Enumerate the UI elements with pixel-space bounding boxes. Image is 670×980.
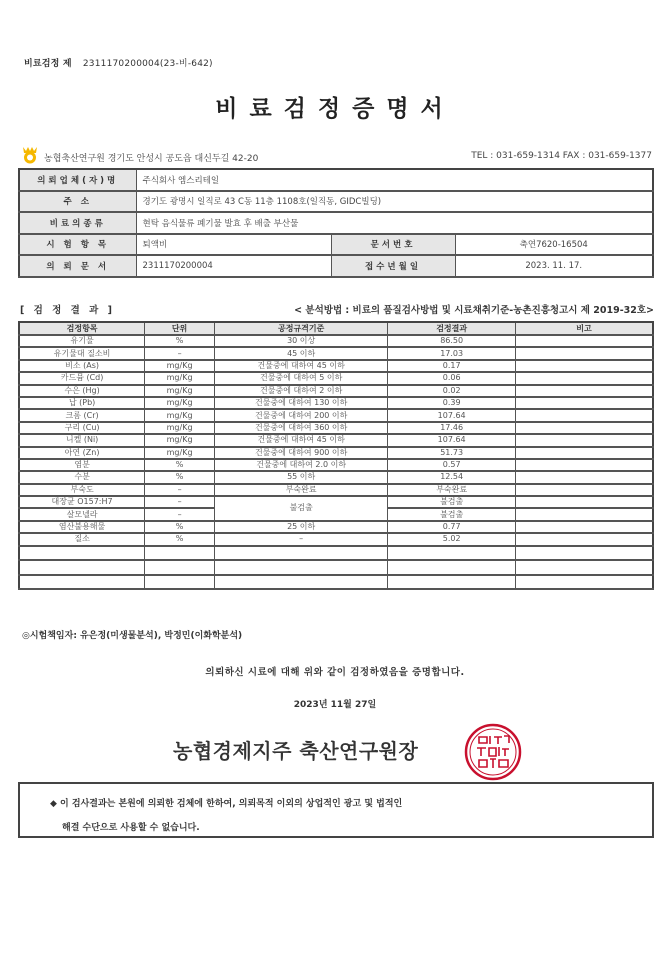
info-row-test-item xyxy=(19,234,653,256)
item-cell: 구리 (Cu) xyxy=(19,422,145,434)
result-cell: 부숙완료 xyxy=(388,484,516,496)
unit-cell: mg/Kg xyxy=(145,397,215,409)
standard-cell: 건물중에 대하여 900 이하 xyxy=(214,447,387,459)
unit-cell: mg/Kg xyxy=(145,372,215,384)
page-title: 비료검정증명서 xyxy=(215,96,455,122)
item-cell: 염분 xyxy=(19,459,145,471)
unit-cell: mg/Kg xyxy=(145,360,215,372)
empty-cell xyxy=(388,546,516,561)
standard-cell: 30 이상 xyxy=(214,335,387,347)
result-cell: 51.73 xyxy=(388,447,516,459)
result-cell: 불검출 xyxy=(388,508,516,520)
standard-cell: – xyxy=(214,533,387,545)
note-cell xyxy=(515,434,653,446)
table-row xyxy=(19,471,653,483)
unit-cell: mg/Kg xyxy=(145,422,215,434)
issuer-contact: TEL : 031-659-1314 FAX : 031-659-1377 xyxy=(471,151,652,161)
unit-cell: mg/Kg xyxy=(145,409,215,421)
empty-row xyxy=(19,560,653,575)
client-label: 의뢰업체(자)명 xyxy=(19,169,136,191)
item-cell: 유기물대 질소비 xyxy=(19,347,145,359)
empty-cell xyxy=(19,560,145,575)
receipt-date-label: 접수년월일 xyxy=(331,255,455,277)
nh-logo-icon xyxy=(20,146,40,164)
empty-cell xyxy=(388,560,516,575)
column-header: 비고 xyxy=(515,322,653,335)
unit-cell: – xyxy=(145,484,215,496)
unit-cell: mg/Kg xyxy=(145,385,215,397)
unit-cell: – xyxy=(145,508,215,520)
table-row xyxy=(19,360,653,372)
table-row xyxy=(19,409,653,421)
item-cell: 살모넬라 xyxy=(19,508,145,520)
empty-cell xyxy=(515,546,653,561)
test-item-label: 시 험 항 목 xyxy=(19,234,136,256)
info-row-request-doc xyxy=(19,255,653,277)
item-cell: 대장균 O157:H7 xyxy=(19,496,145,508)
result-cell: 12.54 xyxy=(388,471,516,483)
info-row-client xyxy=(19,169,653,191)
column-header: 단위 xyxy=(145,322,215,335)
request-info-table xyxy=(18,168,654,278)
item-cell: 수분 xyxy=(19,471,145,483)
analysis-method: < 분석방법 : 비료의 품질검사방법 및 시료채취기준-농촌진흥청고시 제 2019-32호> xyxy=(294,305,654,316)
column-header: 검정항목 xyxy=(19,322,145,335)
result-cell: 86.50 xyxy=(388,335,516,347)
results-table xyxy=(18,321,654,590)
empty-cell xyxy=(19,546,145,561)
note-cell xyxy=(515,385,653,397)
item-cell: 카드뮴 (Cd) xyxy=(19,372,145,384)
table-row xyxy=(19,385,653,397)
item-cell: 비소 (As) xyxy=(19,360,145,372)
empty-cell xyxy=(515,560,653,575)
table-row xyxy=(19,459,653,471)
doc-no-value: 축연7620-16504 xyxy=(455,234,653,256)
note-cell xyxy=(515,471,653,483)
empty-cell xyxy=(515,575,653,590)
unit-cell: % xyxy=(145,521,215,533)
unit-cell: % xyxy=(145,471,215,483)
test-supervisor: ◎시험책임자: 유은정(미생물분석), 박정민(이화학분석) xyxy=(22,631,243,641)
disclaimer-line-1: ◆ 이 검사결과는 본원에 의뢰한 검체에 한하여, 의뢰목적 이외의 상업적인 광고 및 법적인 xyxy=(50,799,403,809)
column-header: 검정결과 xyxy=(388,322,516,335)
note-cell xyxy=(515,422,653,434)
request-doc-value: 2311170200004 xyxy=(136,255,331,277)
results-header-row xyxy=(19,322,653,335)
results-heading: [ 검 정 결 과 ] xyxy=(20,305,115,316)
note-cell xyxy=(515,335,653,347)
note-cell xyxy=(515,360,653,372)
unit-cell: % xyxy=(145,533,215,545)
empty-cell xyxy=(19,575,145,590)
note-cell xyxy=(515,447,653,459)
standard-cell: 건물중에 대하여 45 이하 xyxy=(214,434,387,446)
doc-no-label: 문서번호 xyxy=(331,234,455,256)
address-value: 경기도 광명시 일직로 43 C동 11층 1108호(일직동, GIDC빌딩) xyxy=(136,191,653,213)
item-cell: 크롬 (Cr) xyxy=(19,409,145,421)
unit-cell: – xyxy=(145,347,215,359)
column-header: 공정규격기준 xyxy=(214,322,387,335)
empty-cell xyxy=(214,546,387,561)
table-row xyxy=(19,397,653,409)
empty-cell xyxy=(214,560,387,575)
standard-cell: 부숙완료 xyxy=(214,484,387,496)
item-cell: 염산불용해물 xyxy=(19,521,145,533)
standard-cell: 건물중에 대하여 130 이하 xyxy=(214,397,387,409)
note-cell xyxy=(515,484,653,496)
standard-cell: 45 이하 xyxy=(214,347,387,359)
result-cell: 0.57 xyxy=(388,459,516,471)
note-cell xyxy=(515,397,653,409)
result-cell: 0.06 xyxy=(388,372,516,384)
standard-cell: 건물중에 대하여 200 이하 xyxy=(214,409,387,421)
item-cell: 아연 (Zn) xyxy=(19,447,145,459)
request-doc-label: 의 뢰 문 서 xyxy=(19,255,136,277)
note-cell xyxy=(515,409,653,421)
standard-cell: 55 이하 xyxy=(214,471,387,483)
fertilizer-type-label: 비료의종류 xyxy=(19,212,136,234)
result-cell: 17.03 xyxy=(388,347,516,359)
item-cell: 납 (Pb) xyxy=(19,397,145,409)
issuer-header xyxy=(20,146,652,166)
empty-row xyxy=(19,575,653,590)
standard-cell: 건물중에 대하여 360 이하 xyxy=(214,422,387,434)
address-label: 주 소 xyxy=(19,191,136,213)
signer-title: 농협경제지주 축산연구원장 xyxy=(173,739,419,763)
standard-cell: 건물중에 대하여 45 이하 xyxy=(214,360,387,372)
standard-cell: 건물중에 대하여 2.0 이하 xyxy=(214,459,387,471)
table-row xyxy=(19,372,653,384)
standard-cell: 건물중에 대하여 5 이하 xyxy=(214,372,387,384)
document-number-value: 2311170200004(23-비-642) xyxy=(82,59,213,69)
test-item-value: 퇴액비 xyxy=(136,234,331,256)
note-cell xyxy=(515,508,653,520)
result-cell: 0.17 xyxy=(388,360,516,372)
table-row xyxy=(19,422,653,434)
item-cell: 니켈 (Ni) xyxy=(19,434,145,446)
standard-cell: 건물중에 대하여 2 이하 xyxy=(214,385,387,397)
unit-cell: % xyxy=(145,459,215,471)
table-row xyxy=(19,447,653,459)
result-cell: 5.02 xyxy=(388,533,516,545)
table-row xyxy=(19,521,653,533)
certification-statement: 의뢰하신 시료에 대해 위와 같이 검정하였음을 증명합니다. xyxy=(205,667,465,678)
unit-cell: mg/Kg xyxy=(145,447,215,459)
fertilizer-type-value: 현탁 음식물류 폐기물 발효 후 배출 부산물 xyxy=(136,212,653,234)
note-cell xyxy=(515,496,653,508)
document-number xyxy=(24,56,213,69)
standard-cell: 25 이하 xyxy=(214,521,387,533)
result-cell: 107.64 xyxy=(388,409,516,421)
info-row-fertilizer-type xyxy=(19,212,653,234)
result-cell: 불검출 xyxy=(388,496,516,508)
issuer-address: 농협축산연구원 경기도 안성시 공도읍 대신두길 42-20 xyxy=(44,154,259,164)
item-cell: 질소 xyxy=(19,533,145,545)
issue-date: 2023년 11월 27일 xyxy=(293,700,377,710)
empty-cell xyxy=(145,546,215,561)
unit-cell: – xyxy=(145,496,215,508)
empty-cell xyxy=(145,575,215,590)
info-row-address xyxy=(19,191,653,213)
table-row xyxy=(19,484,653,496)
empty-cell xyxy=(145,560,215,575)
result-cell: 107.64 xyxy=(388,434,516,446)
item-cell: 수은 (Hg) xyxy=(19,385,145,397)
note-cell xyxy=(515,533,653,545)
receipt-date-value: 2023. 11. 17. xyxy=(455,255,653,277)
note-cell xyxy=(515,459,653,471)
client-value: 주식회사 엠스리테일 xyxy=(136,169,653,191)
note-cell xyxy=(515,372,653,384)
result-cell: 17.46 xyxy=(388,422,516,434)
result-cell: 0.02 xyxy=(388,385,516,397)
table-row xyxy=(19,533,653,545)
disclaimer-line-2: 해결 수단으로 사용할 수 없습니다. xyxy=(62,823,200,833)
standard-cell: 불검출 xyxy=(214,496,387,521)
table-row xyxy=(19,496,653,508)
empty-cell xyxy=(214,575,387,590)
disclaimer-box xyxy=(18,782,654,838)
table-row xyxy=(19,335,653,347)
table-row xyxy=(19,347,653,359)
item-cell: 유기물 xyxy=(19,335,145,347)
note-cell xyxy=(515,347,653,359)
result-cell: 0.39 xyxy=(388,397,516,409)
unit-cell: mg/Kg xyxy=(145,434,215,446)
document-number-label: 비료검정 제 xyxy=(24,59,72,69)
unit-cell: % xyxy=(145,335,215,347)
note-cell xyxy=(515,521,653,533)
empty-row xyxy=(19,546,653,561)
table-row xyxy=(19,434,653,446)
item-cell: 부숙도 xyxy=(19,484,145,496)
official-seal-icon xyxy=(462,722,524,782)
result-cell: 0.77 xyxy=(388,521,516,533)
empty-cell xyxy=(388,575,516,590)
